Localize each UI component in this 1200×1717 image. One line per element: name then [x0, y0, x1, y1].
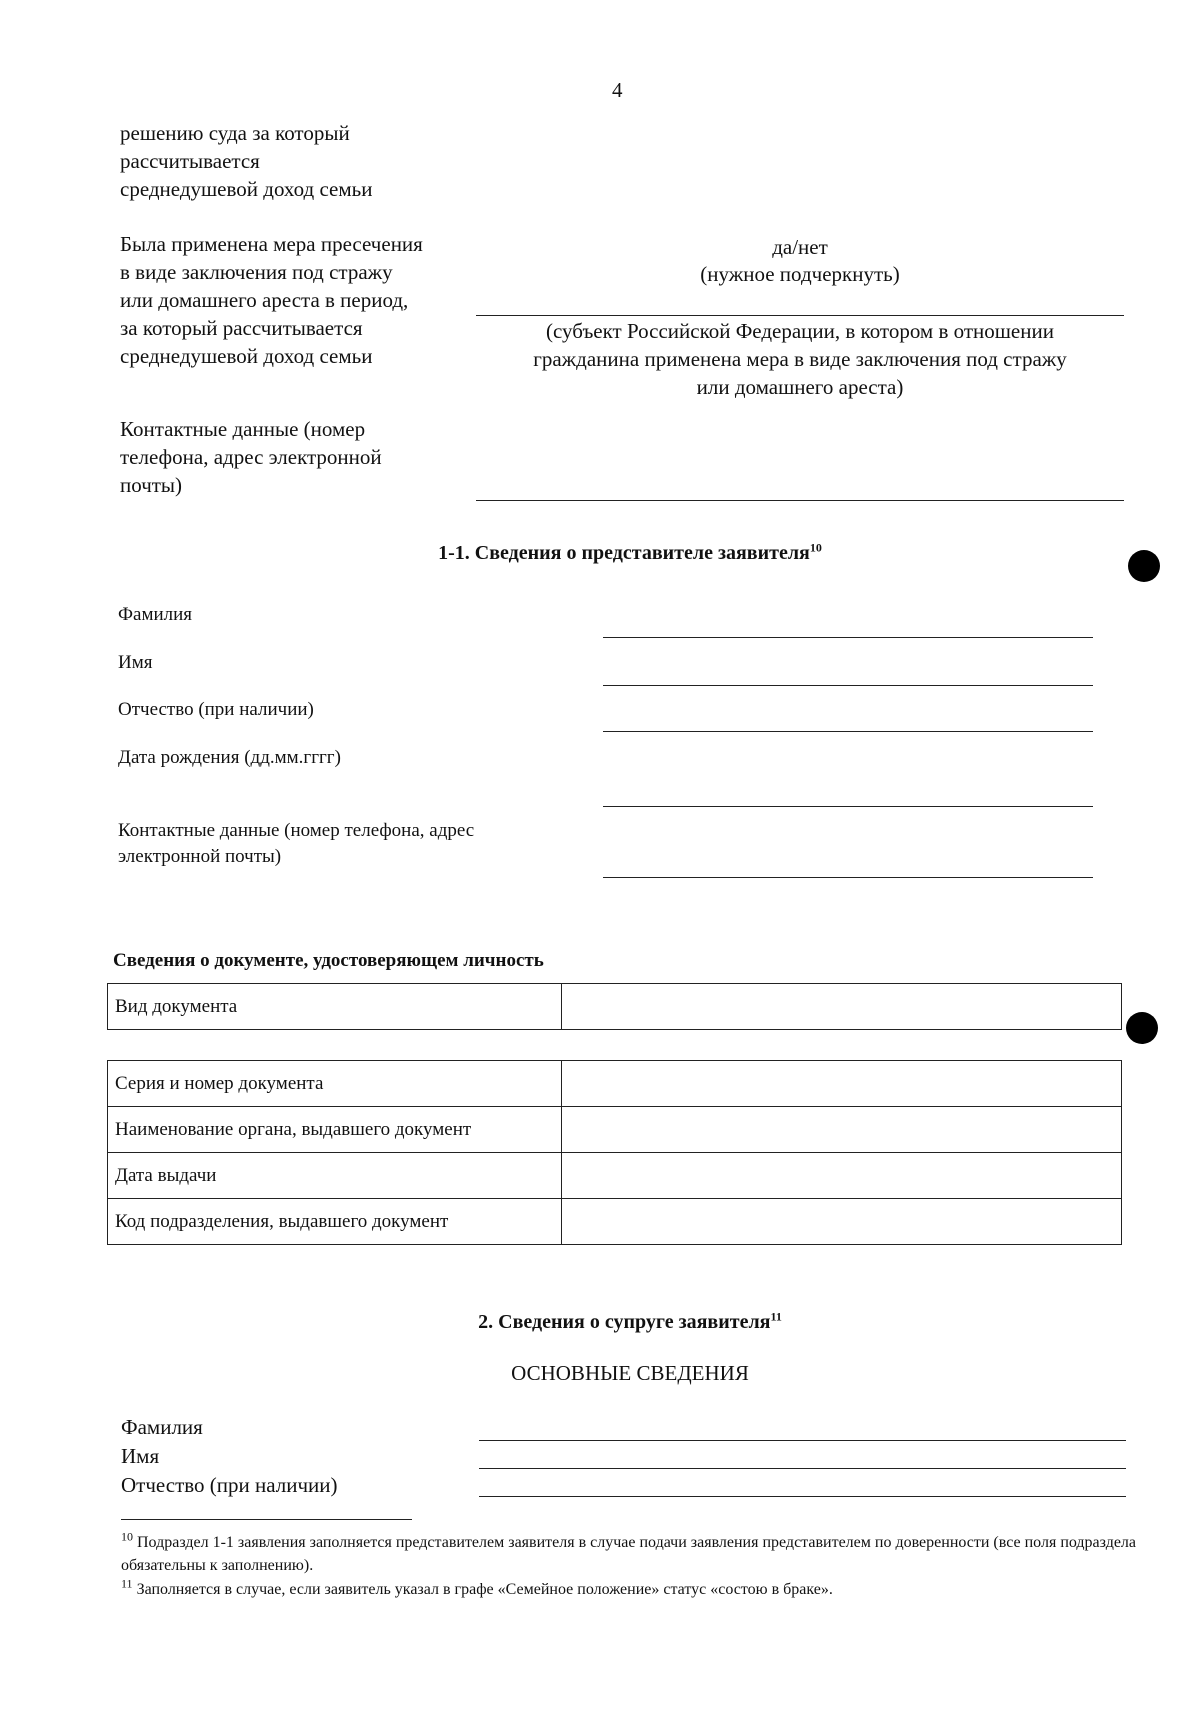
detention-answer[interactable]: да/нет [772, 235, 828, 259]
footnote-10: $^{10}$ Подраздел 1-1 заявления заполняется представителем заявителя в случае подачи заявления представителем по доверенности (все поля подраздела обязательны к заполнению). [121, 1529, 1137, 1574]
doc-issuer-field[interactable] [562, 1107, 1122, 1153]
detention-subject-caption: (субъект Российской Федерации, в котором в отношении гражданина применена мера в виде заключения под стражу или домашнего ареста) [533, 319, 1067, 399]
registration-mark [1128, 550, 1160, 582]
spouse-last-name-label: Фамилия [121, 1415, 203, 1439]
spouse-last-name-field[interactable] [479, 1440, 1126, 1441]
rep-patronymic-field[interactable] [603, 731, 1093, 732]
doc-details-table [107, 1060, 1122, 1245]
spouse-first-name-field[interactable] [479, 1468, 1126, 1469]
doc-series-number-label: Серия и номер документа [108, 1061, 562, 1107]
doc-issuer-label: Наименование органа, выдавшего документ [108, 1107, 562, 1153]
table-row [108, 984, 1122, 1030]
detention-subject-line[interactable] [476, 315, 1124, 316]
doc-type-label: Вид документа [108, 984, 562, 1030]
footnote-separator [121, 1519, 412, 1520]
table-row [108, 1199, 1122, 1245]
rep-last-name-field[interactable] [603, 637, 1093, 638]
doc-series-number-field[interactable] [562, 1061, 1122, 1107]
doc-type-table [107, 983, 1122, 1030]
doc-issue-date-field[interactable] [562, 1153, 1122, 1199]
spouse-patronymic-label: Отчество (при наличии) [121, 1473, 338, 1497]
rep-birth-date-field[interactable] [603, 806, 1093, 807]
spouse-heading: 2. Сведения о супруге заявителя$^{11}$ [478, 1309, 782, 1333]
applicant-contacts-field[interactable] [476, 500, 1124, 501]
rep-patronymic-label: Отчество (при наличии) [118, 699, 314, 720]
doc-division-code-label: Код подразделения, выдавшего документ [108, 1199, 562, 1245]
applicant-contacts-label: Контактные данные (номер телефона, адрес электронной почты) [120, 417, 382, 497]
spouse-subheading: ОСНОВНЫЕ СВЕДЕНИЯ [511, 1361, 749, 1385]
representative-heading: 1-1. Сведения о представителе заявителя$^{10}$ [438, 540, 822, 564]
rep-birth-date-label: Дата рождения (дд.мм.гггг) [118, 747, 341, 768]
doc-division-code-field[interactable] [562, 1199, 1122, 1245]
table-row [108, 1107, 1122, 1153]
rep-last-name-label: Фамилия [118, 604, 193, 625]
table-row [108, 1153, 1122, 1199]
detention-hint: (нужное подчеркнуть) [700, 262, 900, 286]
spouse-patronymic-field[interactable] [479, 1496, 1126, 1497]
doc-issue-date-label: Дата выдачи [108, 1153, 562, 1199]
footnote-11: $^{11}$ Заполняется в случае, если заявитель указал в графе «Семейное положение» статус «состою в браке». [121, 1576, 833, 1598]
registration-mark [1126, 1012, 1158, 1044]
detention-label: Была применена мера пресечения в виде заключения под стражу или домашнего ареста в период, за который рассчитывается среднедушевой доход семьи [120, 232, 423, 368]
rep-first-name-label: Имя [118, 652, 153, 673]
doc-type-field[interactable] [562, 984, 1122, 1030]
page-number: 4 [612, 78, 623, 102]
identity-doc-heading: Сведения о документе, удостоверяющем личность [113, 950, 544, 971]
rep-first-name-field[interactable] [603, 685, 1093, 686]
income-period-label: решению суда за который рассчитывается среднедушевой доход семьи [120, 121, 373, 201]
table-row [108, 1061, 1122, 1107]
spouse-first-name-label: Имя [121, 1444, 160, 1468]
rep-contacts-field[interactable] [603, 877, 1093, 878]
rep-contacts-label: Контактные данные (номер телефона, адрес электронной почты) [118, 820, 475, 867]
